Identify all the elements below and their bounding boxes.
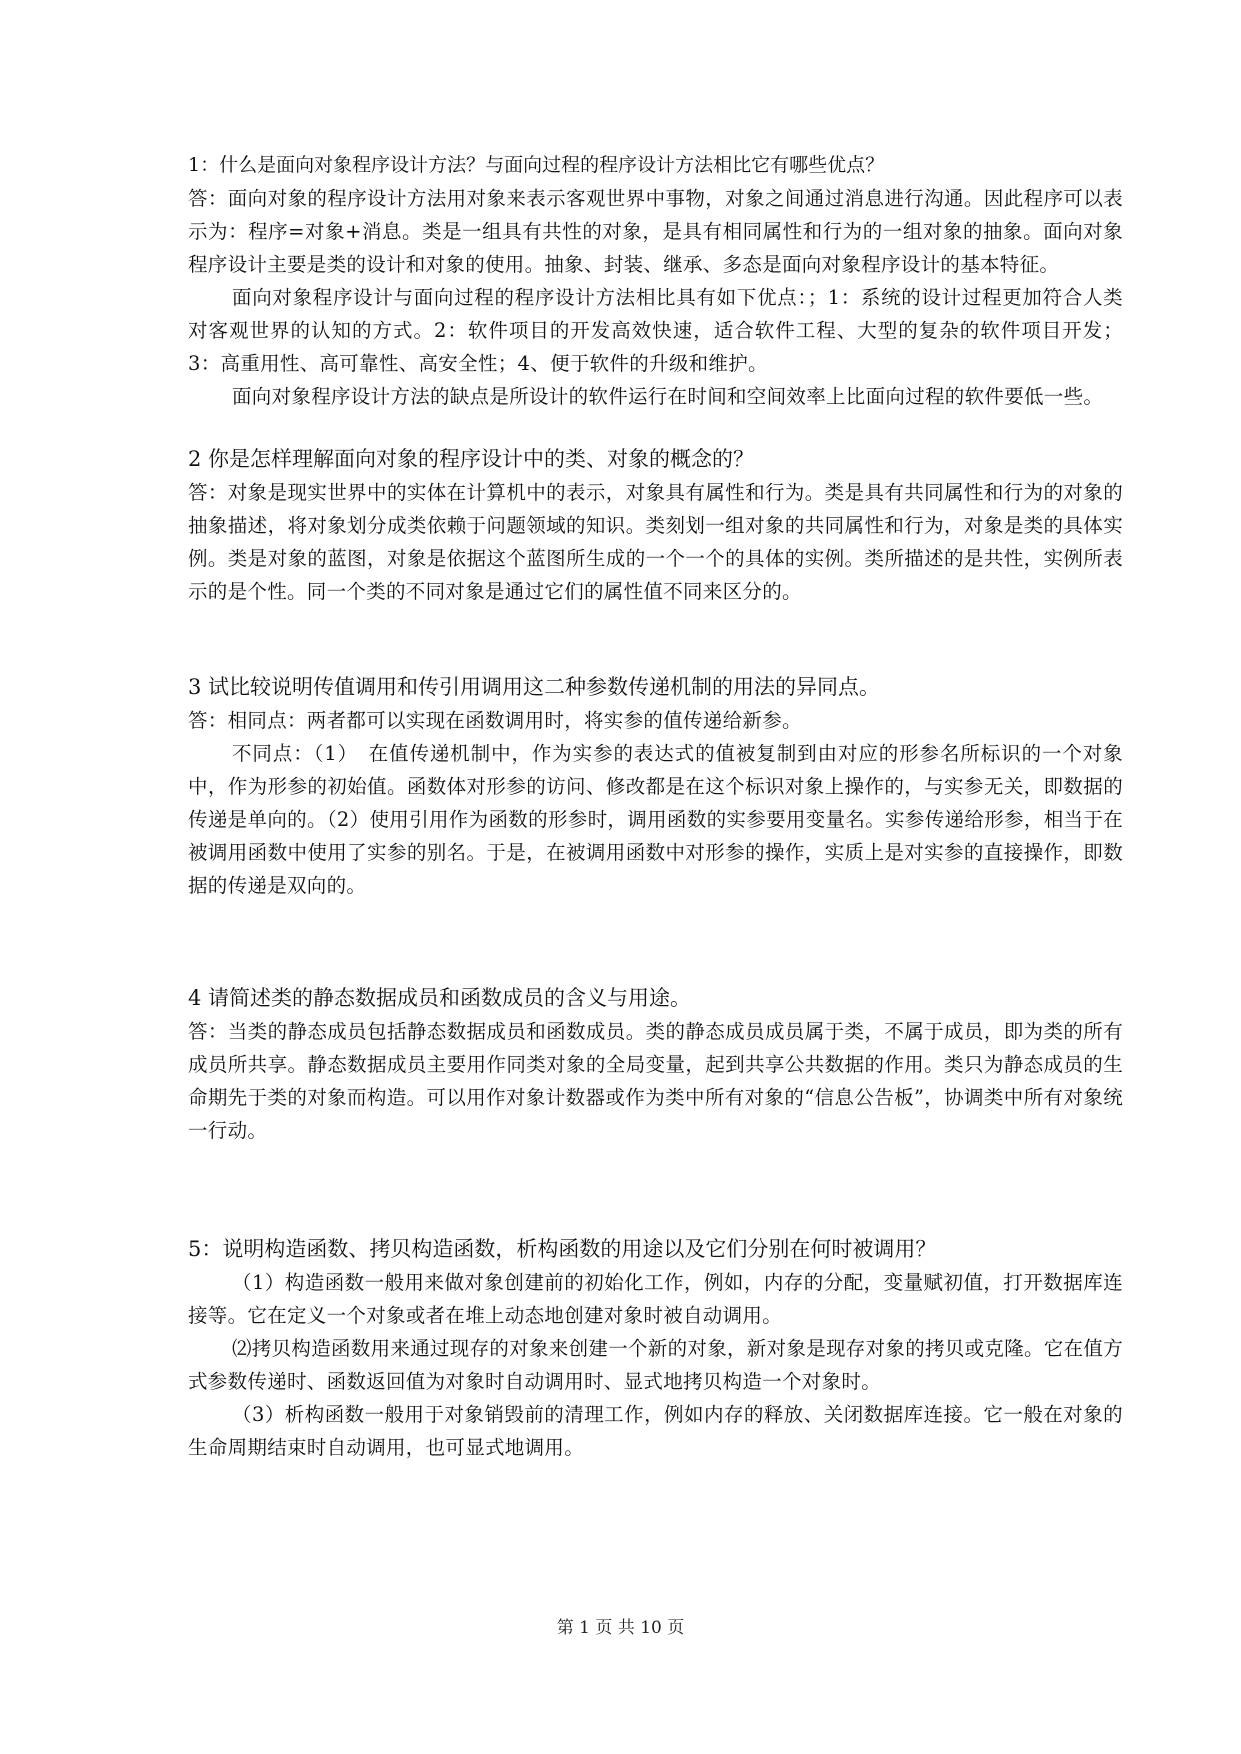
question-3-answer-same: 答：相同点：两者都可以实现在函数调用时，将实参的值传递给新参。 [188,709,802,732]
question-4-title: 4 请简述类的静态数据成员和函数成员的含义与用途。 [188,986,692,1010]
question-5-constructor: （1）构造函数一般用来做对象创建前的初始化工作，例如，内存的分配，变量赋初值，打开数据库连接等。它在定义一个对象或者在堆上动态地创建对象时被自动调用。 [188,1271,1123,1327]
question-1-answer: 答：面向对象的程序设计方法用对象来表示客观世界中事物，对象之间通过消息进行沟通。因此程序可以表示为：程序=对象+消息。类是一组具有共性的对象，是具有相同属性和行为的一组对象的抽象。面向对象程序设计主要是类的设计和对象的使用。抽象、封装、继承、多态是面向对象程序设计的基本特征。 [188,187,1123,276]
question-5 [188,1232,1123,1464]
question-1-advantages: 面向对象程序设计与面向过程的程序设计方法相比具有如下优点：；1：系统的设计过程更加符合人类对客观世界的认知的方式。2：软件项目的开发高效快速，适合软件工程、大型的复杂的软件项目开发；3：高重用性、高可靠性、高安全性；4、便于软件的升级和维护。 [188,286,1123,375]
question-5-destructor: （3）析构函数一般用于对象销毁前的清理工作，例如内存的释放、关闭数据库连接。它一般在对象的生命周期结束时自动调用，也可显式地调用。 [188,1403,1123,1459]
page-footer: 第 1 页 共 10 页 [556,1618,685,1638]
question-3 [188,670,1123,902]
question-5-title: 5：说明构造函数、拷贝构造函数，析构函数的用途以及它们分别在何时被调用？ [188,1237,937,1261]
question-2-title: 2 你是怎样理解面向对象的程序设计中的类、对象的概念的？ [188,447,755,471]
question-2 [188,442,1123,608]
spacer [188,413,1123,442]
question-4-answer: 答：当类的静态成员包括静态数据成员和函数成员。类的静态成员成员属于类，不属于成员，即为类的所有成员所共享。静态数据成员主要用作同类对象的全局变量，起到共享公共数据的作用。类只为静态成员的生命期先于类的对象而构造。可以用作对象计数器或作为类中所有对象的“信息公告板”，协调类中所有对象统一行动。 [188,1020,1123,1142]
spacer [188,1147,1123,1232]
document-page [188,148,1123,1464]
question-1-title: 1：什么是面向对象程序设计方法？与面向过程的程序设计方法相比它有哪些优点？ [188,154,885,176]
spacer [188,902,1123,981]
question-5-copy-constructor: ⑵拷贝构造函数用来通过现存的对象来创建一个新的对象，新对象是现存对象的拷贝或克隆。它在值方式参数传递时、函数返回值为对象时自动调用时、显式地拷贝构造一个对象时。 [188,1337,1124,1393]
question-1-disadvantages: 面向对象程序设计方法的缺点是所设计的软件运行在时间和空间效率上比面向过程的软件要低一些。 [232,385,1104,408]
question-2-answer: 答：对象是现实世界中的实体在计算机中的表示，对象具有属性和行为。类是具有共同属性和行为的对象的抽象描述，将对象划分成类依赖于问题领域的知识。类刻划一组对象的共同属性和行为，对象是类的具体实例。类是对象的蓝图，对象是依据这个蓝图所生成的一个一个的具体的实例。类所描述的是共性，实例所表示的是个性。同一个类的不同对象是通过它们的属性值不同来区分的。 [188,481,1123,603]
spacer [188,608,1123,670]
question-3-answer-diff: 不同点：（1） 在值传递机制中，作为实参的表达式的值被复制到由对应的形参名所标识的一个对象中，作为形参的初始值。函数体对形参的访问、修改都是在这个标识对象上操作的，与实参无关，即数据的传递是单向的。（2）使用引用作为函数的形参时，调用函数的实参要用变量名。实参传递给形参，相当于在被调用函数中使用了实参的别名。于是，在被调用函数中对形参的操作，实质上是对实参的直接操作，即数据的传递是双向的。 [188,742,1123,897]
question-4 [188,981,1123,1147]
question-1 [188,148,1123,413]
question-3-title: 3 试比较说明传值调用和传引用调用这二种参数传递机制的用法的异同点。 [188,675,881,699]
